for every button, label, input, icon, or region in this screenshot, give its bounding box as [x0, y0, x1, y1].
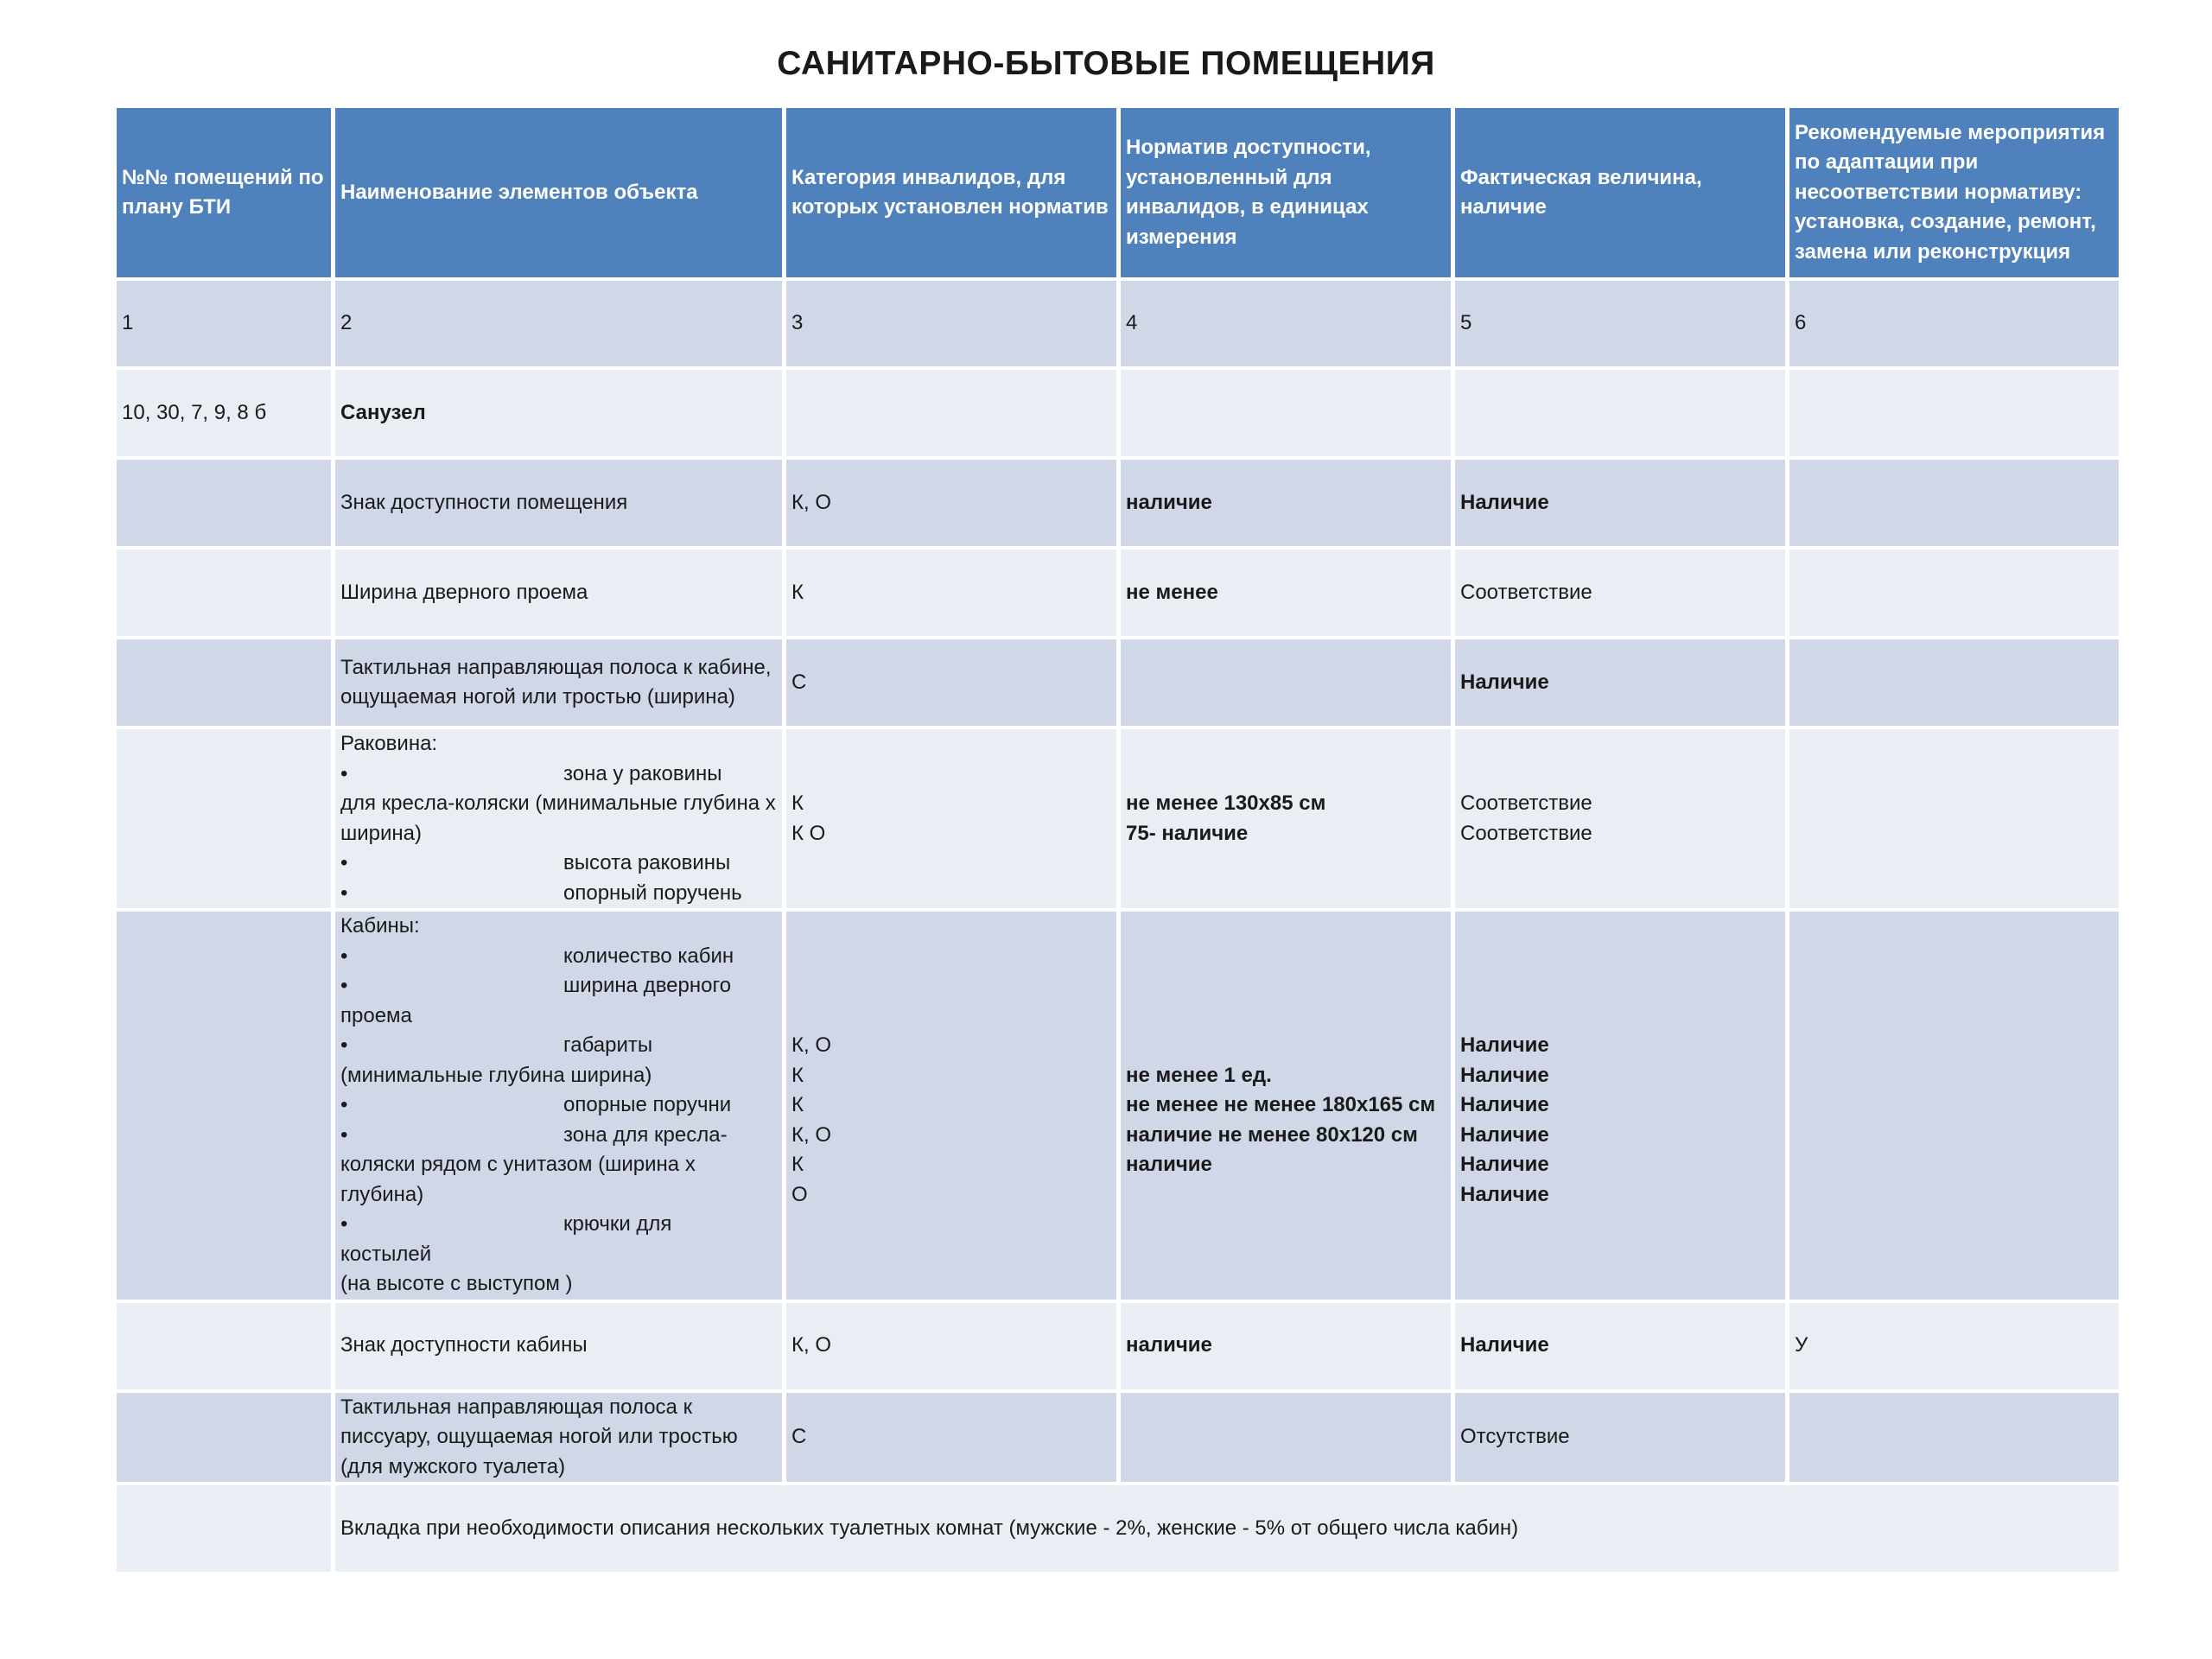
empty-cell: [1789, 639, 2119, 726]
empty-cell: [1121, 639, 1451, 726]
column-number: 5: [1455, 281, 1785, 366]
element-name: Тактильная направляющая полоса к писсуару, ощущаемая ногой или тростью (для мужского туалета): [335, 1393, 782, 1483]
bullet-continuation: для кресла-коляски (минимальные глубина х ширина): [340, 791, 776, 845]
header-element-name: Наименование элементов объекта: [335, 108, 782, 277]
category-value: К, О: [786, 1303, 1116, 1389]
category-value: К: [786, 550, 1116, 636]
norm-value: не менее 130х85 см: [1126, 791, 1326, 815]
room-numbers: 10, 30, 7, 9, 8 б: [117, 370, 331, 456]
bullet-text: зона для кресла-: [563, 1122, 728, 1147]
category-value: О: [791, 1182, 808, 1206]
actual-value: Наличие: [1455, 460, 1785, 546]
recommendation-value: У: [1789, 1303, 2119, 1389]
bullet-text: опорный поручень: [563, 880, 742, 905]
bullet-text: ширина дверного: [563, 974, 732, 997]
bullet-text: количество кабин: [563, 944, 734, 968]
header-recommendations: Рекомендуемые мероприятия по адаптации при несоответствии нормативу: установка, создание, ремонт, замена или реконструкция: [1789, 108, 2119, 277]
empty-cell: [1789, 1393, 2119, 1483]
actual-value: Соответствие: [1455, 550, 1785, 636]
table-row: [117, 550, 2119, 636]
bullet-continuation: (минимальные глубина ширина): [340, 1063, 652, 1087]
bullet-item: • зона для кресла-: [340, 1122, 728, 1147]
actual-list: [1455, 729, 1785, 908]
category-value: К, О: [786, 460, 1116, 546]
norm-value: наличие: [1121, 460, 1451, 546]
empty-cell: [117, 550, 331, 636]
column-numbers-row: [117, 281, 2119, 366]
actual-value: Наличие: [1460, 1093, 1549, 1116]
insert-note: Вкладка при необходимости описания нескольких туалетных комнат (мужские - 2%, женские - 5% от общего числа кабин): [335, 1485, 2119, 1572]
header-norm: Норматив доступности, установленный для инвалидов, в единицах измерения: [1121, 108, 1451, 277]
empty-cell: [1789, 912, 2119, 1300]
bullet-text: опорные поручни: [563, 1093, 732, 1116]
spacer: [1126, 1031, 1446, 1061]
header-actual: Фактическая величина, наличие: [1455, 108, 1785, 277]
header-rooms: №№ помещений по плану БТИ: [117, 108, 331, 277]
spacer: [791, 1001, 1111, 1032]
actual-value: Отсутствие: [1455, 1393, 1785, 1483]
category-value: С: [786, 639, 1116, 726]
empty-cell: [1121, 1393, 1451, 1483]
bullet-item: • габариты: [340, 1033, 653, 1057]
bullet-item: • количество кабин: [340, 944, 734, 968]
norm-value: не менее: [1121, 550, 1451, 636]
header-category: Категория инвалидов, для которых установлен норматив: [786, 108, 1116, 277]
empty-cell: [786, 370, 1116, 456]
table-row: [117, 912, 2119, 1300]
norm-list: [1121, 729, 1451, 908]
actual-value: Соответствие: [1460, 821, 1592, 845]
empty-cell: [117, 639, 331, 726]
bullet-text: зона у раковины: [563, 761, 722, 785]
bullet-continuation: (на высоте с выступом ): [340, 1272, 573, 1295]
empty-cell: [1455, 370, 1785, 456]
empty-cell: [117, 1393, 331, 1483]
actual-value: Наличие: [1460, 1122, 1549, 1147]
empty-cell: [1789, 460, 2119, 546]
empty-cell: [1789, 370, 2119, 456]
empty-cell: [1789, 550, 2119, 636]
norm-list: [1121, 912, 1451, 1300]
spacer: [1460, 1001, 1780, 1032]
accessibility-table: [112, 105, 2123, 1575]
element-name: Знак доступности кабины: [335, 1303, 782, 1389]
category-list: [786, 912, 1116, 1300]
sink-title: Раковина:: [340, 732, 438, 755]
norm-value: наличие не менее 80х120 см: [1126, 1122, 1418, 1147]
element-name: [335, 729, 782, 908]
element-name: Знак доступности помещения: [335, 460, 782, 546]
category-value: К, О: [791, 1122, 831, 1147]
bullet-item: • опорный поручень: [340, 880, 742, 905]
table-row: [117, 1303, 2119, 1389]
bullet-continuation: коляски рядом с унитазом (ширина х глубина): [340, 1153, 696, 1206]
category-value: К: [791, 1093, 804, 1116]
category-value: К, О: [791, 1033, 831, 1057]
norm-value: не менее не менее 180х165 см: [1126, 1093, 1436, 1116]
category-list: [786, 729, 1116, 908]
bullet-text: крючки для: [563, 1212, 672, 1236]
bullet-item: • крючки для: [340, 1212, 672, 1236]
actual-list: [1455, 912, 1785, 1300]
section-name: Санузел: [335, 370, 782, 456]
empty-cell: [117, 460, 331, 546]
actual-value: Наличие: [1460, 1033, 1549, 1057]
empty-cell: [1121, 370, 1451, 456]
empty-cell: [117, 1485, 331, 1572]
bullet-text: габариты: [563, 1033, 653, 1057]
actual-value: Наличие: [1460, 1063, 1549, 1087]
cabins-title: Кабины:: [340, 914, 420, 938]
bullet-continuation: костылей: [340, 1242, 432, 1266]
norm-value: не менее 1 ед.: [1126, 1063, 1272, 1087]
column-number: 4: [1121, 281, 1451, 366]
table-row: [117, 1393, 2119, 1483]
column-number: 3: [786, 281, 1116, 366]
category-value: К О: [791, 821, 826, 845]
bullet-text: высота раковины: [563, 851, 731, 874]
column-number: 2: [335, 281, 782, 366]
actual-value: Наличие: [1460, 1182, 1549, 1206]
actual-value: Соответствие: [1460, 791, 1592, 815]
bullet-continuation: проема: [340, 1003, 412, 1027]
bullet-item: • опорные поручни: [340, 1093, 732, 1116]
column-number: 6: [1789, 281, 2119, 366]
section-row: [117, 370, 2119, 456]
element-name: Ширина дверного проема: [335, 550, 782, 636]
column-number: 1: [117, 281, 331, 366]
table-row: [117, 639, 2119, 726]
category-value: С: [786, 1393, 1116, 1483]
category-value: К: [791, 1063, 804, 1087]
empty-cell: [117, 912, 331, 1300]
empty-cell: [1789, 729, 2119, 908]
norm-value: 75- наличие: [1126, 821, 1249, 845]
element-name: [335, 912, 782, 1300]
table-row: [117, 460, 2119, 546]
norm-value: наличие: [1121, 1303, 1451, 1389]
bullet-item: • ширина дверного: [340, 974, 732, 997]
actual-value: Наличие: [1455, 1303, 1785, 1389]
element-name: Тактильная направляющая полоса к кабине, ощущаемая ногой или тростью (ширина): [335, 639, 782, 726]
bullet-item: • зона у раковины: [340, 761, 722, 785]
actual-value: Наличие: [1455, 639, 1785, 726]
table-row: [117, 729, 2119, 908]
norm-value: наличие: [1126, 1153, 1212, 1176]
page-title: САНИТАРНО-БЫТОВЫЕ ПОМЕЩЕНИЯ: [777, 45, 1435, 82]
bullet-item: • высота раковины: [340, 851, 731, 874]
category-value: К: [791, 791, 804, 815]
actual-value: Наличие: [1460, 1153, 1549, 1176]
empty-cell: [117, 1303, 331, 1389]
header-row: [117, 108, 2119, 277]
category-value: К: [791, 1153, 804, 1176]
insert-row: [117, 1485, 2119, 1572]
empty-cell: [117, 729, 331, 908]
